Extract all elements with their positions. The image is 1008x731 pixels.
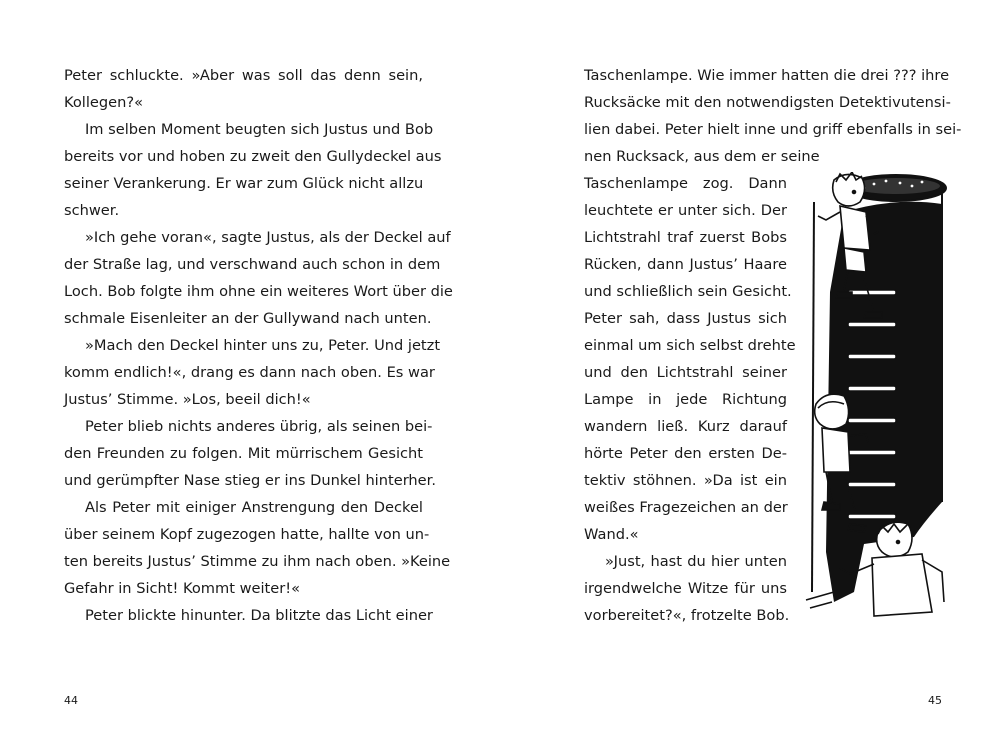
text-line: »Just, hast du hier unten	[605, 553, 787, 570]
text-line: irgendwelche Witze für uns	[584, 580, 787, 597]
text-line: Wand.«	[584, 526, 639, 543]
text-line: einmal um sich selbst drehte	[584, 337, 796, 354]
text-line: Lampe in jede Richtung	[584, 391, 787, 408]
page-number-right: 45	[928, 694, 942, 707]
text-line: Im selben Moment beugten sich Justus und Bob	[85, 121, 434, 138]
text-line: Peter blickte hinunter. Da blitzte das Licht einer	[85, 607, 433, 624]
text-line: den Freunden zu folgen. Mit mürrischem Gesicht	[64, 445, 423, 462]
text-line: Peter blieb nichts anderes übrig, als seinen bei-	[85, 418, 433, 435]
text-line: Lichtstrahl traf zuerst Bobs	[584, 229, 787, 246]
text-line: hörte Peter den ersten De-	[584, 445, 787, 462]
text-line: Als Peter mit einiger Anstrengung den Deckel	[85, 499, 423, 516]
text-line: Taschenlampe zog. Dann	[584, 175, 787, 192]
manhole-ladder-illustration	[804, 172, 948, 628]
text-line: Peter schluckte. »Aber was soll das denn sein,	[64, 67, 423, 84]
page-number-left: 44	[64, 694, 78, 707]
text-line: über seinem Kopf zugezogen hatte, hallte von un-	[64, 526, 430, 543]
text-line: Justus’ Stimme. »Los, beeil dich!«	[64, 391, 311, 408]
text-line: »Mach den Deckel hinter uns zu, Peter. Und jetzt	[85, 337, 441, 354]
text-line: wandern ließ. Kurz darauf	[584, 418, 787, 435]
text-line: und den Lichtstrahl seiner	[584, 364, 787, 381]
text-line: der Straße lag, und verschwand auch schon in dem	[64, 256, 441, 273]
text-line: bereits vor und hoben zu zweit den Gullydeckel aus	[64, 148, 442, 165]
text-line: nen Rucksack, aus dem er seine	[584, 148, 820, 165]
text-line: vorbereitet?«, frotzelte Bob.	[584, 607, 790, 624]
text-line: leuchtete er unter sich. Der	[584, 202, 787, 219]
text-line: Rucksäcke mit den notwendigsten Detektivutensi-	[584, 94, 951, 111]
text-line: »Ich gehe voran«, sagte Justus, als der Deckel auf	[85, 229, 451, 246]
text-line: tektiv stöhnen. »Da ist ein	[584, 472, 787, 489]
text-line: seiner Verankerung. Er war zum Glück nicht allzu	[64, 175, 424, 192]
text-line: Peter sah, dass Justus sich	[584, 310, 787, 327]
text-line: und gerümpfter Nase stieg er ins Dunkel hinterher.	[64, 472, 436, 489]
text-line: Kollegen?«	[64, 94, 144, 111]
text-line: Rücken, dann Justus’ Haare	[584, 256, 787, 273]
text-line: Loch. Bob folgte ihm ohne ein weiteres Wort über die	[64, 283, 453, 300]
text-line: ten bereits Justus’ Stimme zu ihm nach oben. »Keine	[64, 553, 451, 570]
text-line: Taschenlampe. Wie immer hatten die drei ??? ihre	[584, 67, 950, 84]
text-line: weißes Fragezeichen an der	[584, 499, 788, 516]
text-line: und schließlich sein Gesicht.	[584, 283, 792, 300]
text-line: schwer.	[64, 202, 120, 219]
text-line: Gefahr in Sicht! Kommt weiter!«	[64, 580, 301, 597]
text-line: schmale Eisenleiter an der Gullywand nach unten.	[64, 310, 432, 327]
text-line: lien dabei. Peter hielt inne und griff ebenfalls in sei-	[584, 121, 962, 138]
text-line: komm endlich!«, drang es dann nach oben. Es war	[64, 364, 435, 381]
